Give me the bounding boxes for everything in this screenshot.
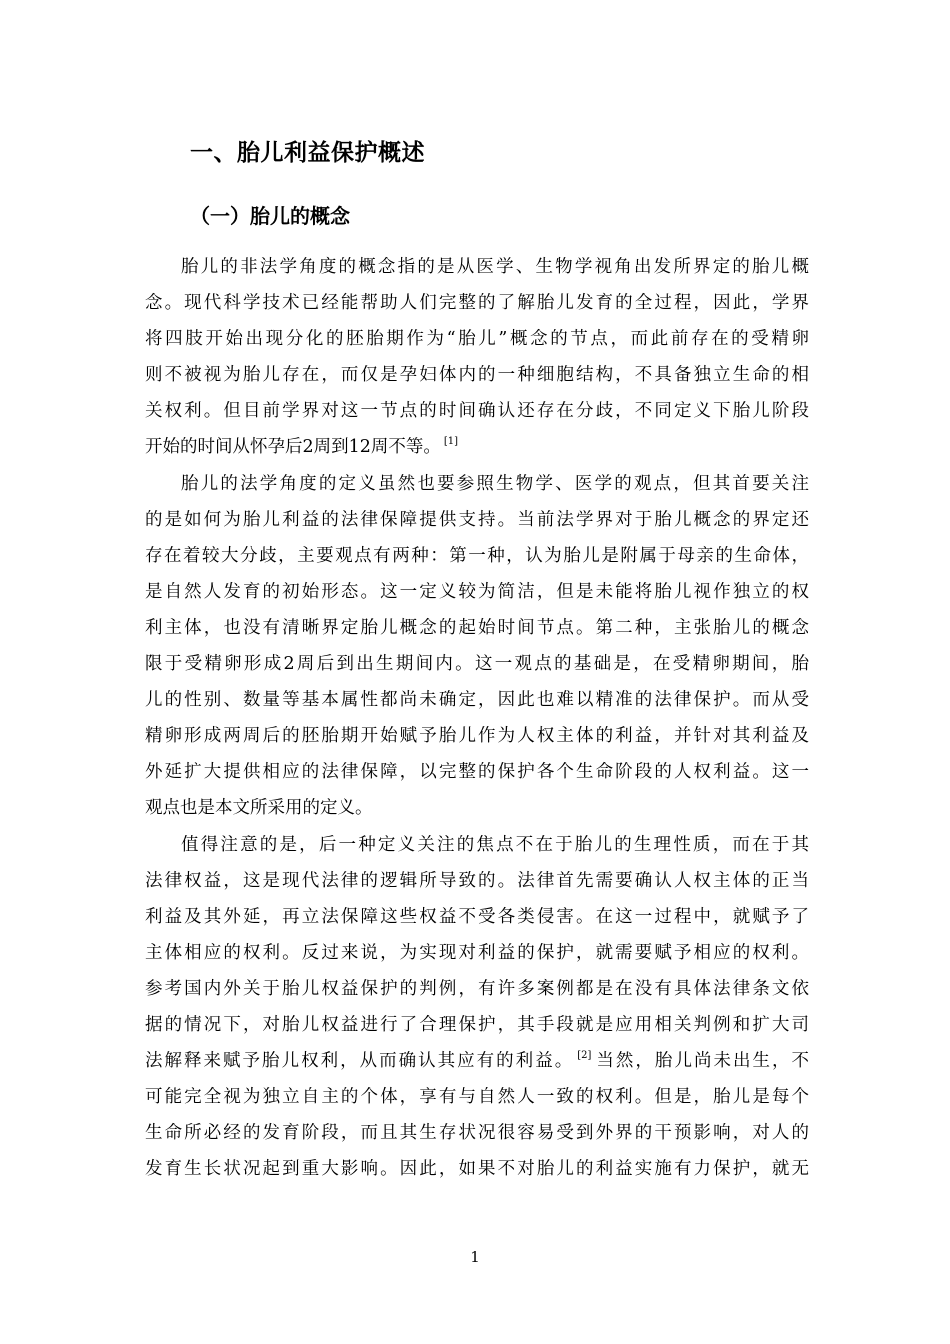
text-line: 将四肢开始出现分化的胚胎期作为“胎儿”概念的节点，而此前存在的受精卵 xyxy=(145,329,809,350)
footnote-reference[interactable]: [1] xyxy=(443,436,459,448)
text-line xyxy=(145,1043,809,1079)
page-number: 1 xyxy=(470,1248,480,1266)
text-line: 胎儿的法学角度的定义虽然也要参照生物学、医学的观点，但其首要关注 xyxy=(181,473,809,494)
text-line: 精卵形成两周后的胚胎期开始赋予胎儿作为人权主体的利益，并针对其利益及 xyxy=(145,726,809,747)
text-line: 观点也是本文所采用的定义。 xyxy=(145,798,373,819)
text-line: 参考国内外关于胎儿权益保护的判例，有许多案例都是在没有具体法律条文依 xyxy=(145,978,809,999)
text-line: 念。现代科学技术已经能帮助人们完整的了解胎儿发育的全过程，因此，学界 xyxy=(145,293,809,314)
text-line xyxy=(145,429,809,465)
text-line: 则不被视为胎儿存在，而仅是孕妇体内的一种细胞结构，不具备独立生命的相 xyxy=(145,365,809,386)
footnote-reference[interactable]: [2] xyxy=(577,1050,592,1062)
text-line: 的是如何为胎儿利益的法律保障提供支持。当前法学界对于胎儿概念的界定还 xyxy=(145,509,809,530)
section-heading: 一、胎儿利益保护概述 xyxy=(190,140,425,166)
text-line: 发育生长状况起到重大影响。因此，如果不对胎儿的利益实施有力保护，就无 xyxy=(145,1159,809,1180)
text-line: 外延扩大提供相应的法律保障，以完整的保护各个生命阶段的人权利益。这一 xyxy=(145,762,809,783)
text-segment: 当然，胎儿尚未出生，不 xyxy=(594,1051,809,1072)
text-line: 限于受精卵形成2周后到出生期间内。这一观点的基础是，在受精卵期间，胎 xyxy=(145,654,809,675)
text-line: 法律权益，这是现代法律的逻辑所导致的。法律首先需要确认人权主体的正当 xyxy=(145,870,809,891)
text-line: 是自然人发育的初始形态。这一定义较为简洁，但是未能将胎儿视作独立的权 xyxy=(145,581,809,602)
text-line: 关权利。但目前学界对这一节点的时间确认还存在分歧，不同定义下胎儿阶段 xyxy=(145,401,809,422)
text-line: 胎儿的非法学角度的概念指的是从医学、生物学视角出发所界定的胎儿概 xyxy=(181,257,809,277)
text-segment: 法解释来赋予胎儿权利，从而确认其应有的利益。 xyxy=(145,1051,575,1072)
body-text xyxy=(145,249,809,1187)
text-line: 儿的性别、数量等基本属性都尚未确定，因此也难以精准的法律保护。而从受 xyxy=(145,690,809,711)
text-line: 生命所必经的发育阶段，而且其生存状况很容易受到外界的干预影响，对人的 xyxy=(145,1123,809,1144)
subsection-heading: （一）胎儿的概念 xyxy=(190,204,350,228)
text-line: 可能完全视为独立自主的个体，享有与自然人一致的权利。但是，胎儿是每个 xyxy=(145,1087,809,1108)
text-line: 利益及其外延，再立法保障这些权益不受各类侵害。在这一过程中，就赋予了 xyxy=(145,906,809,927)
text-line: 据的情况下，对胎儿权益进行了合理保护，其手段就是应用相关判例和扩大司 xyxy=(145,1014,809,1035)
text-line: 利主体，也没有清晰界定胎儿概念的起始时间节点。第二种，主张胎儿的概念 xyxy=(145,617,809,638)
text-line: 值得注意的是，后一种定义关注的焦点不在于胎儿的生理性质，而在于其 xyxy=(181,834,809,855)
text-line: 存在着较大分歧，主要观点有两种：第一种，认为胎儿是附属于母亲的生命体， xyxy=(145,545,809,566)
text-segment: 开始的时间从怀孕后2周到12周不等。 xyxy=(145,437,441,458)
text-line: 主体相应的权利。反过来说，为实现对利益的保护，就需要赋予相应的权利。 xyxy=(145,942,809,963)
